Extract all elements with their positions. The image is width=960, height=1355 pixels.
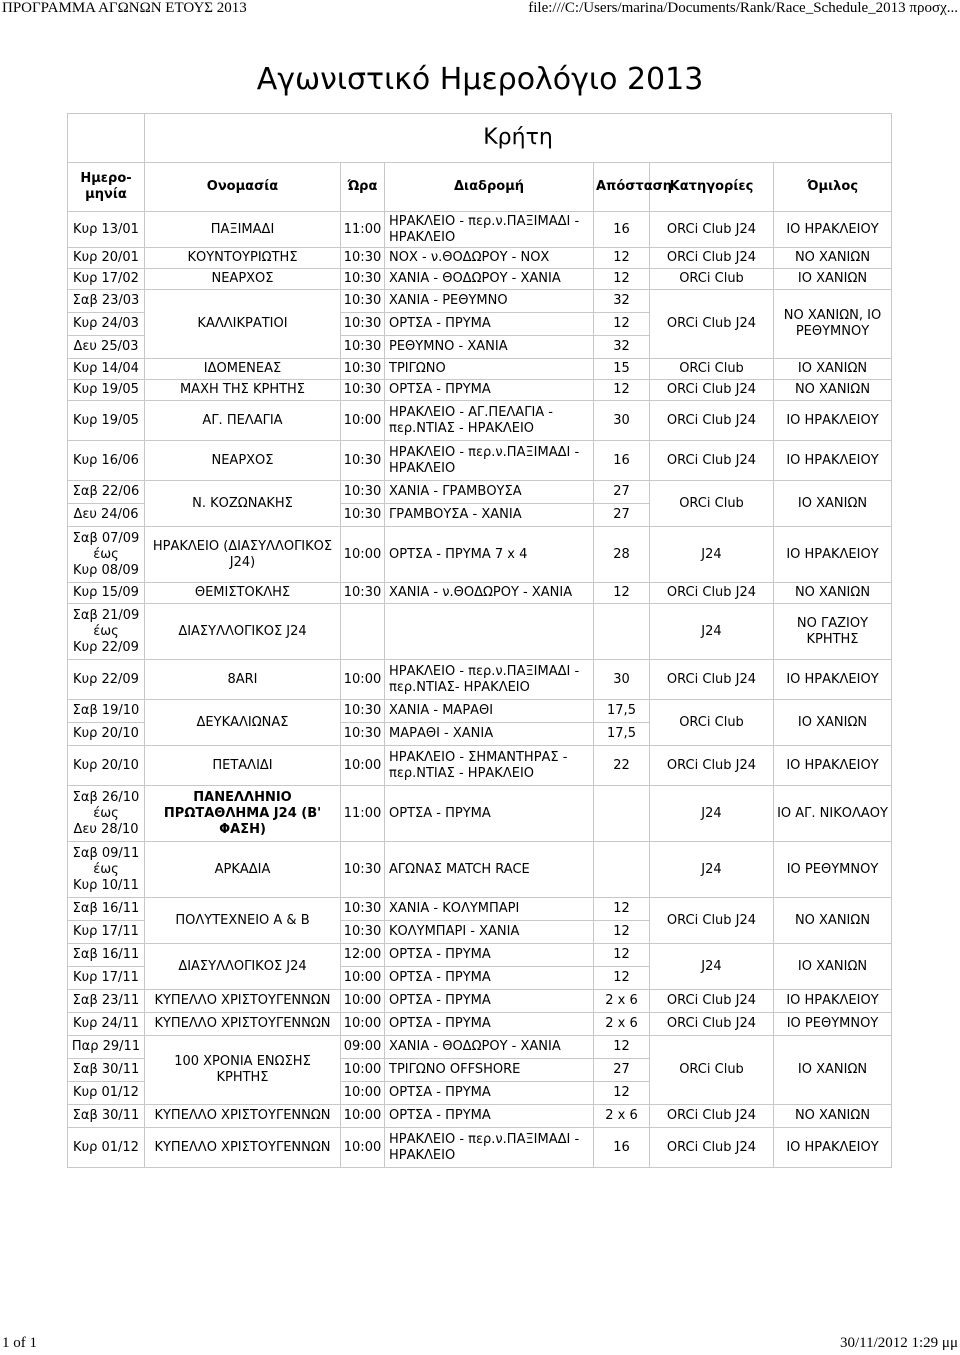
cell-time: 09:00 bbox=[341, 1036, 385, 1059]
cell-date-range bbox=[68, 604, 145, 660]
cell-date: Σαβ 23/03 bbox=[68, 290, 145, 313]
cell-time bbox=[341, 604, 385, 660]
cell-name: ΔΙΑΣΥΛΛΟΓΙΚΟΣ J24 bbox=[145, 604, 341, 660]
date-end: Κυρ 22/09 bbox=[73, 639, 139, 655]
cell-route: ΟΡΤΣΑ - ΠΡΥΜΑ bbox=[385, 990, 594, 1013]
table-row bbox=[68, 990, 892, 1013]
cell-categories: ORCi Club J24 bbox=[650, 990, 774, 1013]
cell-distance: 12 bbox=[594, 248, 650, 269]
cell-route bbox=[385, 604, 594, 660]
cell-distance: 28 bbox=[594, 527, 650, 583]
cell-name: ΠΕΤΑΛΙΔΙ bbox=[145, 746, 341, 786]
cell-route: ΜΑΡΑΘΙ - ΧΑΝΙΑ bbox=[385, 723, 594, 746]
cell-categories: ORCi Club J24 bbox=[650, 660, 774, 700]
cell-route: ΟΡΤΣΑ - ΠΡΥΜΑ bbox=[385, 380, 594, 401]
cell-name: ΚΥΠΕΛΛΟ ΧΡΙΣΤΟΥΓΕΝΝΩΝ bbox=[145, 990, 341, 1013]
cell-route: ΗΡΑΚΛΕΙΟ - ΣΗΜΑΝΤΗΡΑΣ - περ.ΝΤΙΑΣ - ΗΡΑΚΛΕΙΟ bbox=[385, 746, 594, 786]
cell-date: Δευ 25/03 bbox=[68, 336, 145, 359]
cell-route: ΗΡΑΚΛΕΙΟ - περ.ν.ΠΑΞΙΜΑΔΙ - περ.ΝΤΙΑΣ- ΗΡΑΚΛΕΙΟ bbox=[385, 660, 594, 700]
cell-name: ΔΕΥΚΑΛΙΩΝΑΣ bbox=[145, 700, 341, 746]
cell-date: Κυρ 01/12 bbox=[68, 1128, 145, 1168]
cell-distance bbox=[594, 604, 650, 660]
cell-distance: 12 bbox=[594, 1082, 650, 1105]
date-until: έως bbox=[93, 623, 119, 639]
cell-distance: 12 bbox=[594, 583, 650, 604]
table-row bbox=[68, 212, 892, 248]
date-end: Δευ 28/10 bbox=[73, 821, 139, 837]
cell-time: 10:30 bbox=[341, 504, 385, 527]
cell-time: 10:30 bbox=[341, 842, 385, 898]
cell-time: 10:00 bbox=[341, 1105, 385, 1128]
cell-route: ΟΡΤΣΑ - ΠΡΥΜΑ bbox=[385, 967, 594, 990]
table-row bbox=[68, 898, 892, 921]
cell-name: ΚΥΠΕΛΛΟ ΧΡΙΣΤΟΥΓΕΝΝΩΝ bbox=[145, 1128, 341, 1168]
cell-route: ΧΑΝΙΑ - ν.ΘΟΔΩΡΟΥ - ΧΑΝΙΑ bbox=[385, 583, 594, 604]
cell-date: Κυρ 19/05 bbox=[68, 380, 145, 401]
cell-time: 10:00 bbox=[341, 1128, 385, 1168]
page-header-title: ΠΡΟΓΡΑΜΜΑ ΑΓΩΝΩΝ ΕΤΟΥΣ 2013 bbox=[2, 0, 247, 16]
col-header-name: Ονομασία bbox=[145, 163, 341, 212]
cell-name: ΚΥΠΕΛΛΟ ΧΡΙΣΤΟΥΓΕΝΝΩΝ bbox=[145, 1105, 341, 1128]
cell-name: ΝΕΑΡΧΟΣ bbox=[145, 441, 341, 481]
cell-club: ΙΟ ΧΑΝΙΩΝ bbox=[774, 359, 892, 380]
cell-route: ΗΡΑΚΛΕΙΟ - περ.ν.ΠΑΞΙΜΑΔΙ - ΗΡΑΚΛΕΙΟ bbox=[385, 212, 594, 248]
cell-time: 10:30 bbox=[341, 313, 385, 336]
cell-time: 10:00 bbox=[341, 1013, 385, 1036]
cell-name: ΑΓ. ΠΕΛΑΓΙΑ bbox=[145, 401, 341, 441]
cell-distance: 12 bbox=[594, 898, 650, 921]
cell-route: ΧΑΝΙΑ - ΜΑΡΑΘΙ bbox=[385, 700, 594, 723]
cell-route: ΧΑΝΙΑ - ΓΡΑΜΒΟΥΣΑ bbox=[385, 481, 594, 504]
page-header-url: file:///C:/Users/marina/Documents/Rank/Race_Schedule_2013 προσχ... bbox=[528, 0, 958, 16]
cell-date-range bbox=[68, 786, 145, 842]
cell-route: ΤΡΙΓΩΝΟ OFFSHORE bbox=[385, 1059, 594, 1082]
cell-categories: ORCi Club J24 bbox=[650, 380, 774, 401]
document-subtitle: Κρήτη bbox=[145, 114, 892, 163]
cell-distance: 16 bbox=[594, 441, 650, 481]
table-row bbox=[68, 1105, 892, 1128]
cell-time: 11:00 bbox=[341, 212, 385, 248]
cell-club: ΙΟ ΗΡΑΚΛΕΙΟΥ bbox=[774, 1128, 892, 1168]
cell-name: ΙΔΟΜΕΝΕΑΣ bbox=[145, 359, 341, 380]
cell-time: 10:30 bbox=[341, 336, 385, 359]
cell-date: Σαβ 23/11 bbox=[68, 990, 145, 1013]
cell-date: Κυρ 14/04 bbox=[68, 359, 145, 380]
browser-footer bbox=[0, 1335, 960, 1355]
cell-time: 10:30 bbox=[341, 269, 385, 290]
table-row bbox=[68, 359, 892, 380]
table-row bbox=[68, 441, 892, 481]
cell-name: ΠΟΛΥΤΕΧΝΕΙΟ Α & Β bbox=[145, 898, 341, 944]
cell-time: 10:30 bbox=[341, 441, 385, 481]
cell-name: ΜΑΧΗ ΤΗΣ ΚΡΗΤΗΣ bbox=[145, 380, 341, 401]
cell-club: ΙΟ ΧΑΝΙΩΝ bbox=[774, 269, 892, 290]
cell-categories: ORCi Club bbox=[650, 269, 774, 290]
cell-route: ΧΑΝΙΑ - ΘΟΔΩΡΟΥ - ΧΑΝΙΑ bbox=[385, 1036, 594, 1059]
cell-date: Κυρ 20/10 bbox=[68, 746, 145, 786]
cell-name: 100 ΧΡΟΝΙΑ ΕΝΩΣΗΣ ΚΡΗΤΗΣ bbox=[145, 1036, 341, 1105]
cell-distance: 15 bbox=[594, 359, 650, 380]
cell-name: ΚΟΥΝΤΟΥΡΙΩΤΗΣ bbox=[145, 248, 341, 269]
cell-time: 10:00 bbox=[341, 527, 385, 583]
cell-route: ΚΟΛΥΜΠΑΡΙ - ΧΑΝΙΑ bbox=[385, 921, 594, 944]
cell-categories: ORCi Club bbox=[650, 359, 774, 380]
date-start: Σαβ 26/10 bbox=[72, 789, 140, 805]
cell-categories: ORCi Club bbox=[650, 700, 774, 746]
cell-route: ΟΡΤΣΑ - ΠΡΥΜΑ bbox=[385, 313, 594, 336]
cell-name: ΠΑΞΙΜΑΔΙ bbox=[145, 212, 341, 248]
date-until: έως bbox=[93, 805, 119, 821]
cell-date: Κυρ 24/03 bbox=[68, 313, 145, 336]
cell-time: 12:00 bbox=[341, 944, 385, 967]
cell-categories: ORCi Club J24 bbox=[650, 1128, 774, 1168]
cell-distance: 12 bbox=[594, 313, 650, 336]
cell-distance: 12 bbox=[594, 944, 650, 967]
cell-date: Σαβ 16/11 bbox=[68, 944, 145, 967]
cell-route: ΓΡΑΜΒΟΥΣΑ - ΧΑΝΙΑ bbox=[385, 504, 594, 527]
cell-club: ΝΟ ΧΑΝΙΩΝ bbox=[774, 248, 892, 269]
cell-categories: ORCi Club J24 bbox=[650, 898, 774, 944]
cell-categories: ORCi Club J24 bbox=[650, 212, 774, 248]
cell-date: Κυρ 16/06 bbox=[68, 441, 145, 481]
cell-club: ΝΟ ΓΑΖΙΟΥ ΚΡΗΤΗΣ bbox=[774, 604, 892, 660]
cell-date: Δευ 24/06 bbox=[68, 504, 145, 527]
cell-date: Κυρ 17/11 bbox=[68, 967, 145, 990]
cell-distance: 16 bbox=[594, 212, 650, 248]
cell-time: 10:00 bbox=[341, 660, 385, 700]
cell-name: ΚΑΛΛΙΚΡΑΤΙΟΙ bbox=[145, 290, 341, 359]
cell-club: ΙΟ ΗΡΑΚΛΕΙΟΥ bbox=[774, 401, 892, 441]
cell-distance: 27 bbox=[594, 481, 650, 504]
table-row bbox=[68, 401, 892, 441]
cell-distance: 32 bbox=[594, 336, 650, 359]
cell-time: 10:30 bbox=[341, 481, 385, 504]
cell-date: Κυρ 13/01 bbox=[68, 212, 145, 248]
date-until: έως bbox=[93, 546, 119, 562]
cell-categories: J24 bbox=[650, 604, 774, 660]
cell-time: 10:00 bbox=[341, 746, 385, 786]
table-row bbox=[68, 746, 892, 786]
cell-time: 11:00 bbox=[341, 786, 385, 842]
cell-route: ΧΑΝΙΑ - ΚΟΛΥΜΠΑΡΙ bbox=[385, 898, 594, 921]
date-until: έως bbox=[93, 861, 119, 877]
cell-categories: ORCi Club J24 bbox=[650, 1013, 774, 1036]
cell-distance: 27 bbox=[594, 504, 650, 527]
cell-distance bbox=[594, 786, 650, 842]
cell-date: Κυρ 01/12 bbox=[68, 1082, 145, 1105]
cell-time: 10:30 bbox=[341, 723, 385, 746]
cell-date-range bbox=[68, 527, 145, 583]
cell-club: ΝΟ ΧΑΝΙΩΝ bbox=[774, 583, 892, 604]
date-end: Κυρ 08/09 bbox=[73, 562, 139, 578]
cell-club: ΝΟ ΧΑΝΙΩΝ, ΙΟ ΡΕΘΥΜΝΟΥ bbox=[774, 290, 892, 359]
cell-name: ΘΕΜΙΣΤΟΚΛΗΣ bbox=[145, 583, 341, 604]
browser-header bbox=[0, 0, 960, 20]
subtitle-row bbox=[68, 114, 892, 163]
cell-route: ΗΡΑΚΛΕΙΟ - περ.ν.ΠΑΞΙΜΑΔΙ - ΗΡΑΚΛΕΙΟ bbox=[385, 1128, 594, 1168]
cell-distance: 22 bbox=[594, 746, 650, 786]
cell-distance: 17,5 bbox=[594, 700, 650, 723]
cell-distance: 27 bbox=[594, 1059, 650, 1082]
date-end: Κυρ 10/11 bbox=[73, 877, 139, 893]
cell-categories: ORCi Club J24 bbox=[650, 401, 774, 441]
cell-route: ΧΑΝΙΑ - ΡΕΘΥΜΝΟ bbox=[385, 290, 594, 313]
cell-date: Σαβ 22/06 bbox=[68, 481, 145, 504]
cell-distance: 12 bbox=[594, 380, 650, 401]
cell-club: ΝΟ ΧΑΝΙΩΝ bbox=[774, 380, 892, 401]
col-header-distance: Απόσταση bbox=[594, 163, 650, 212]
cell-time: 10:30 bbox=[341, 359, 385, 380]
table-row bbox=[68, 527, 892, 583]
cell-route: ΟΡΤΣΑ - ΠΡΥΜΑ bbox=[385, 1082, 594, 1105]
cell-date: Σαβ 30/11 bbox=[68, 1059, 145, 1082]
col-header-categories: Κατηγορίες bbox=[650, 163, 774, 212]
cell-name: ΑΡΚΑΔΙΑ bbox=[145, 842, 341, 898]
cell-route: ΟΡΤΣΑ - ΠΡΥΜΑ bbox=[385, 1013, 594, 1036]
cell-distance: 12 bbox=[594, 967, 650, 990]
cell-distance: 2 x 6 bbox=[594, 1013, 650, 1036]
cell-date: Κυρ 19/05 bbox=[68, 401, 145, 441]
cell-club: ΙΟ ΧΑΝΙΩΝ bbox=[774, 944, 892, 990]
cell-name: ΔΙΑΣΥΛΛΟΓΙΚΟΣ J24 bbox=[145, 944, 341, 990]
cell-time: 10:00 bbox=[341, 401, 385, 441]
cell-club: ΙΟ ΗΡΑΚΛΕΙΟΥ bbox=[774, 212, 892, 248]
cell-date: Κυρ 20/10 bbox=[68, 723, 145, 746]
cell-route: ΗΡΑΚΛΕΙΟ - ΑΓ.ΠΕΛΑΓΙΑ - περ.ΝΤΙΑΣ - ΗΡΑΚΛΕΙΟ bbox=[385, 401, 594, 441]
cell-distance: 32 bbox=[594, 290, 650, 313]
col-header-club: Όμιλος bbox=[774, 163, 892, 212]
cell-categories: ORCi Club bbox=[650, 1036, 774, 1105]
cell-club: ΙΟ ΡΕΘΥΜΝΟΥ bbox=[774, 842, 892, 898]
cell-categories: ORCi Club J24 bbox=[650, 583, 774, 604]
table-row bbox=[68, 1036, 892, 1059]
table-row bbox=[68, 1013, 892, 1036]
cell-categories: J24 bbox=[650, 527, 774, 583]
cell-club: ΙΟ ΡΕΘΥΜΝΟΥ bbox=[774, 1013, 892, 1036]
cell-route: ΤΡΙΓΩΝΟ bbox=[385, 359, 594, 380]
cell-date: Παρ 29/11 bbox=[68, 1036, 145, 1059]
cell-categories: ORCi Club bbox=[650, 481, 774, 527]
table-row bbox=[68, 944, 892, 967]
cell-time: 10:00 bbox=[341, 967, 385, 990]
cell-club: ΙΟ ΗΡΑΚΛΕΙΟΥ bbox=[774, 527, 892, 583]
cell-time: 10:30 bbox=[341, 380, 385, 401]
table-row bbox=[68, 380, 892, 401]
cell-distance bbox=[594, 842, 650, 898]
cell-time: 10:30 bbox=[341, 583, 385, 604]
cell-date: Κυρ 24/11 bbox=[68, 1013, 145, 1036]
cell-route: ΟΡΤΣΑ - ΠΡΥΜΑ bbox=[385, 944, 594, 967]
cell-club: ΙΟ ΧΑΝΙΩΝ bbox=[774, 481, 892, 527]
cell-date: Κυρ 20/01 bbox=[68, 248, 145, 269]
cell-distance: 17,5 bbox=[594, 723, 650, 746]
cell-club: ΙΟ ΑΓ. ΝΙΚΟΛΑΟΥ bbox=[774, 786, 892, 842]
cell-name: ΚΥΠΕΛΛΟ ΧΡΙΣΤΟΥΓΕΝΝΩΝ bbox=[145, 1013, 341, 1036]
cell-distance: 12 bbox=[594, 1036, 650, 1059]
print-datetime: 30/11/2012 1:29 μμ bbox=[839, 1335, 958, 1351]
cell-time: 10:30 bbox=[341, 898, 385, 921]
schedule-table bbox=[67, 113, 892, 1168]
cell-route: ΗΡΑΚΛΕΙΟ - περ.ν.ΠΑΞΙΜΑΔΙ - ΗΡΑΚΛΕΙΟ bbox=[385, 441, 594, 481]
cell-date-range bbox=[68, 842, 145, 898]
table-row bbox=[68, 786, 892, 842]
cell-club: ΙΟ ΗΡΑΚΛΕΙΟΥ bbox=[774, 746, 892, 786]
document-title: Αγωνιστικό Ημερολόγιο 2013 bbox=[256, 62, 704, 97]
table-row bbox=[68, 248, 892, 269]
cell-name: 8ARI bbox=[145, 660, 341, 700]
cell-name: ΠΑΝΕΛΛΗΝΙΟ ΠΡΩΤΑΘΛΗΜΑ J24 (Β' ΦΑΣΗ) bbox=[145, 786, 341, 842]
cell-categories: ORCi Club J24 bbox=[650, 746, 774, 786]
cell-name: Ν. ΚΟΖΩΝΑΚΗΣ bbox=[145, 481, 341, 527]
table-row bbox=[68, 700, 892, 723]
cell-route: ΑΓΩΝΑΣ MATCH RACE bbox=[385, 842, 594, 898]
cell-route: ΧΑΝΙΑ - ΘΟΔΩΡΟΥ - ΧΑΝΙΑ bbox=[385, 269, 594, 290]
table-row bbox=[68, 1128, 892, 1168]
cell-distance: 30 bbox=[594, 401, 650, 441]
col-header-route: Διαδρομή bbox=[385, 163, 594, 212]
date-start: Σαβ 21/09 bbox=[72, 607, 140, 623]
date-start: Σαβ 07/09 bbox=[72, 530, 140, 546]
cell-distance: 30 bbox=[594, 660, 650, 700]
table-row bbox=[68, 290, 892, 313]
cell-club: ΙΟ ΗΡΑΚΛΕΙΟΥ bbox=[774, 660, 892, 700]
cell-route: ΡΕΘΥΜΝΟ - ΧΑΝΙΑ bbox=[385, 336, 594, 359]
cell-distance: 2 x 6 bbox=[594, 1105, 650, 1128]
cell-date: Κυρ 17/02 bbox=[68, 269, 145, 290]
cell-time: 10:30 bbox=[341, 921, 385, 944]
cell-distance: 16 bbox=[594, 1128, 650, 1168]
cell-club: ΙΟ ΧΑΝΙΩΝ bbox=[774, 700, 892, 746]
cell-date: Σαβ 19/10 bbox=[68, 700, 145, 723]
cell-distance: 2 x 6 bbox=[594, 990, 650, 1013]
cell-date: Σαβ 30/11 bbox=[68, 1105, 145, 1128]
cell-categories: ORCi Club J24 bbox=[650, 248, 774, 269]
col-header-time: Ώρα bbox=[341, 163, 385, 212]
cell-date: Κυρ 15/09 bbox=[68, 583, 145, 604]
cell-date: Κυρ 22/09 bbox=[68, 660, 145, 700]
cell-categories: ORCi Club J24 bbox=[650, 290, 774, 359]
cell-categories: J24 bbox=[650, 842, 774, 898]
col-header-date: Ημερο-μηνία bbox=[68, 163, 145, 212]
cell-club: ΙΟ ΗΡΑΚΛΕΙΟΥ bbox=[774, 990, 892, 1013]
cell-route: ΟΡΤΣΑ - ΠΡΥΜΑ bbox=[385, 1105, 594, 1128]
cell-route: ΟΡΤΣΑ - ΠΡΥΜΑ bbox=[385, 786, 594, 842]
cell-date: Σαβ 16/11 bbox=[68, 898, 145, 921]
header-row bbox=[68, 163, 892, 212]
page-count: 1 of 1 bbox=[2, 1335, 37, 1351]
cell-club: ΝΟ ΧΑΝΙΩΝ bbox=[774, 898, 892, 944]
cell-date: Κυρ 17/11 bbox=[68, 921, 145, 944]
cell-time: 10:30 bbox=[341, 248, 385, 269]
table-row bbox=[68, 604, 892, 660]
table-row bbox=[68, 660, 892, 700]
table-row bbox=[68, 583, 892, 604]
cell-club: ΙΟ ΗΡΑΚΛΕΙΟΥ bbox=[774, 441, 892, 481]
empty-cell bbox=[68, 114, 145, 163]
cell-distance: 12 bbox=[594, 921, 650, 944]
cell-club: ΝΟ ΧΑΝΙΩΝ bbox=[774, 1105, 892, 1128]
table-row bbox=[68, 269, 892, 290]
cell-club: ΙΟ ΧΑΝΙΩΝ bbox=[774, 1036, 892, 1105]
cell-categories: ORCi Club J24 bbox=[650, 441, 774, 481]
cell-route: ΟΡΤΣΑ - ΠΡΥΜΑ 7 x 4 bbox=[385, 527, 594, 583]
cell-name: ΝΕΑΡΧΟΣ bbox=[145, 269, 341, 290]
date-start: Σαβ 09/11 bbox=[72, 845, 140, 861]
cell-name: ΗΡΑΚΛΕΙΟ (ΔΙΑΣΥΛΛΟΓΙΚΟΣ J24) bbox=[145, 527, 341, 583]
cell-categories: J24 bbox=[650, 786, 774, 842]
cell-time: 10:30 bbox=[341, 700, 385, 723]
cell-distance: 12 bbox=[594, 269, 650, 290]
cell-time: 10:00 bbox=[341, 1082, 385, 1105]
table-row bbox=[68, 842, 892, 898]
cell-categories: ORCi Club J24 bbox=[650, 1105, 774, 1128]
table-row bbox=[68, 481, 892, 504]
cell-time: 10:00 bbox=[341, 1059, 385, 1082]
cell-time: 10:00 bbox=[341, 990, 385, 1013]
cell-categories: J24 bbox=[650, 944, 774, 990]
cell-route: ΝΟΧ - ν.ΘΟΔΩΡΟΥ - ΝΟΧ bbox=[385, 248, 594, 269]
cell-time: 10:30 bbox=[341, 290, 385, 313]
